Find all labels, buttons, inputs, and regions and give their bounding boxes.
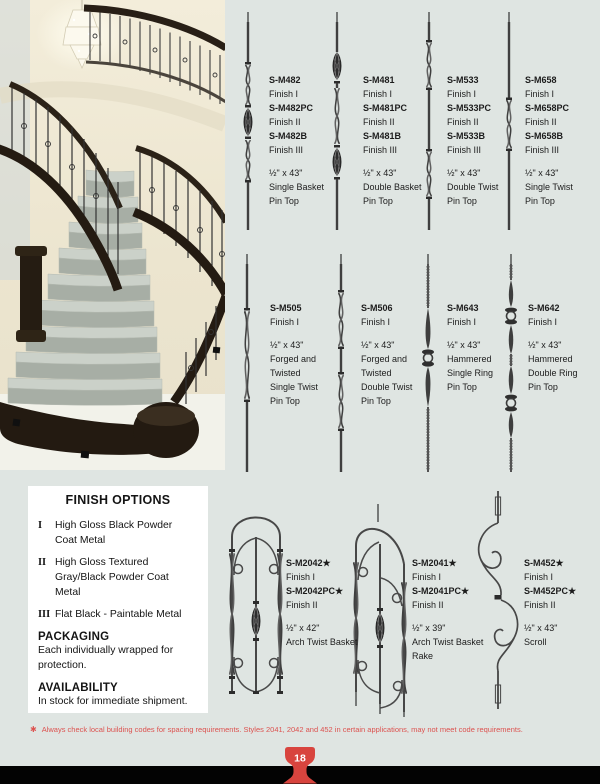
product-finish: Finish III xyxy=(525,145,560,155)
product-code: S-M2041★ xyxy=(412,558,457,568)
product-code: S-M2042★ xyxy=(286,558,331,568)
product-code: S-M482B xyxy=(269,131,308,141)
product-finish: Finish I xyxy=(447,317,477,327)
product-desc: Double Ring xyxy=(528,368,578,378)
product-info-sm643 xyxy=(447,301,493,394)
product-desc: Arch Twist Basket xyxy=(286,637,358,647)
product-desc: Single Twist xyxy=(270,382,318,392)
product-info-sm506 xyxy=(361,301,412,408)
baluster-double-twist xyxy=(421,8,437,232)
product-finish: Finish II xyxy=(525,117,557,127)
product-finish: Finish III xyxy=(447,145,482,155)
product-finish: Finish I xyxy=(269,89,299,99)
product-info-sm452 xyxy=(524,556,576,649)
product-finish: Finish III xyxy=(269,145,304,155)
product-desc: Double Basket xyxy=(363,182,422,192)
product-info-sm642 xyxy=(528,301,578,394)
product-desc: Twisted xyxy=(361,368,392,378)
product-finish: Finish I xyxy=(528,317,558,327)
code-requirements-note xyxy=(30,725,523,734)
product-finish: Finish II xyxy=(286,600,318,610)
product-desc: Double Twist xyxy=(447,182,499,192)
product-code: S-M658B xyxy=(525,131,564,141)
product-code: S-M505 xyxy=(270,303,302,313)
finish-text: High Gloss Textured Gray/Black Powder Coat Metal xyxy=(55,557,169,598)
product-code: S-M482PC xyxy=(269,103,314,113)
finish-numeral: II xyxy=(38,557,47,568)
product-info-sm481 xyxy=(363,73,422,208)
finish-options-panel xyxy=(28,486,208,713)
baluster-forged-single-twist xyxy=(239,250,255,474)
product-desc: Single Basket xyxy=(269,182,325,192)
product-info-sm505 xyxy=(270,301,318,408)
product-desc: Double Twist xyxy=(361,382,413,392)
finish-options-title: FINISH OPTIONS xyxy=(65,493,171,507)
product-finish: Finish II xyxy=(447,117,479,127)
product-size: ½" x 43" xyxy=(528,340,562,350)
product-desc: Hammered xyxy=(528,354,573,364)
product-desc: Pin Top xyxy=(269,196,299,206)
product-desc: Pin Top xyxy=(528,382,558,392)
product-info-sm533 xyxy=(447,73,498,208)
product-desc: Scroll xyxy=(524,637,547,647)
product-finish: Finish I xyxy=(270,317,300,327)
product-code: S-M642 xyxy=(528,303,560,313)
baluster-arch-twist-basket-rake xyxy=(351,494,409,718)
product-size: ½" x 43" xyxy=(447,340,481,350)
finish-text: High Gloss Black Powder Coat Metal xyxy=(55,520,173,546)
product-code: S-M482 xyxy=(269,75,301,85)
finish-option-item xyxy=(38,518,198,548)
product-code: S-M658PC xyxy=(525,103,570,113)
baluster-double-basket xyxy=(329,8,345,232)
baluster-hammered-single-ring xyxy=(420,250,436,474)
product-size: ½" x 43" xyxy=(363,168,397,178)
product-desc: Pin Top xyxy=(361,396,391,406)
finish-numeral: I xyxy=(38,520,43,531)
product-size: ½" x 43" xyxy=(447,168,481,178)
product-finish: Finish I xyxy=(363,89,393,99)
product-desc: Single Twist xyxy=(525,182,573,192)
product-code: S-M506 xyxy=(361,303,393,313)
baluster-arch-twist-basket xyxy=(227,487,285,703)
product-finish: Finish II xyxy=(269,117,301,127)
note-text: Always check local building codes for spacing requirements. Styles 2041, 2042 and 452 in certain applications, may not meet code requirements. xyxy=(41,725,523,734)
product-code: S-M533 xyxy=(447,75,479,85)
product-desc: Pin Top xyxy=(447,196,477,206)
product-code: S-M533PC xyxy=(447,103,492,113)
product-finish: Finish III xyxy=(363,145,398,155)
product-finish: Finish I xyxy=(524,572,554,582)
product-info-sm2041 xyxy=(412,556,483,663)
product-desc: Forged and xyxy=(270,354,317,364)
product-size: ½" x 43" xyxy=(270,340,304,350)
availability-text: In stock for immediate shipment. xyxy=(38,696,188,707)
finish-option-item xyxy=(38,555,198,600)
product-desc: Twisted xyxy=(270,368,301,378)
baluster-hammered-double-ring xyxy=(503,250,519,474)
product-desc: Pin Top xyxy=(270,396,300,406)
product-code: S-M2041PC★ xyxy=(412,586,470,596)
product-desc: Arch Twist Basket xyxy=(412,637,484,647)
product-desc: Pin Top xyxy=(447,382,477,392)
product-desc: Single Ring xyxy=(447,368,494,378)
product-size: ½" x 42" xyxy=(286,623,320,633)
product-finish: Finish I xyxy=(412,572,442,582)
product-code: S-M643 xyxy=(447,303,479,313)
product-code: S-M481 xyxy=(363,75,395,85)
product-code: S-M452★ xyxy=(524,558,564,568)
product-desc: Pin Top xyxy=(525,196,555,206)
product-finish: Finish I xyxy=(447,89,477,99)
product-size: ½" x 43" xyxy=(361,340,395,350)
asterisk-icon: ✱ xyxy=(30,725,37,734)
product-finish: Finish I xyxy=(525,89,555,99)
page-number: 18 xyxy=(294,752,306,765)
product-size: ½" x 39" xyxy=(412,623,446,633)
page-number-badge xyxy=(281,746,319,784)
product-desc: Hammered xyxy=(447,354,492,364)
product-code: S-M2042PC★ xyxy=(286,586,344,596)
product-info-sm482 xyxy=(269,73,324,208)
packaging-text: Each individually wrapped for protection. xyxy=(38,645,174,671)
product-size: ½" x 43" xyxy=(525,168,559,178)
finish-text: Flat Black - Paintable Metal xyxy=(55,609,182,620)
product-finish: Finish II xyxy=(524,600,556,610)
product-finish: Finish II xyxy=(363,117,395,127)
product-code: S-M481PC xyxy=(363,103,408,113)
product-finish: Finish II xyxy=(412,600,444,610)
product-finish: Finish I xyxy=(286,572,316,582)
baluster-single-twist xyxy=(501,8,517,232)
packaging-title: PACKAGING xyxy=(38,631,110,643)
staircase-photo xyxy=(0,0,225,470)
product-code: S-M452PC★ xyxy=(524,586,577,596)
product-info-sm658 xyxy=(525,73,573,208)
product-info-sm2042 xyxy=(286,556,357,649)
baluster-forged-double-twist xyxy=(333,250,349,474)
product-desc: Rake xyxy=(412,651,434,661)
product-code: S-M481B xyxy=(363,131,402,141)
product-desc: Forged and xyxy=(361,354,408,364)
product-finish: Finish I xyxy=(361,317,391,327)
product-code: S-M533B xyxy=(447,131,486,141)
finish-option-item xyxy=(38,607,198,622)
product-code: S-M658 xyxy=(525,75,557,85)
left-newel xyxy=(20,252,42,336)
finish-numeral: III xyxy=(38,609,51,620)
availability-title: AVAILABILITY xyxy=(38,682,118,694)
product-size: ½" x 43" xyxy=(524,623,558,633)
baluster-single-basket xyxy=(240,8,256,232)
product-desc: Pin Top xyxy=(363,196,393,206)
product-size: ½" x 43" xyxy=(269,168,303,178)
